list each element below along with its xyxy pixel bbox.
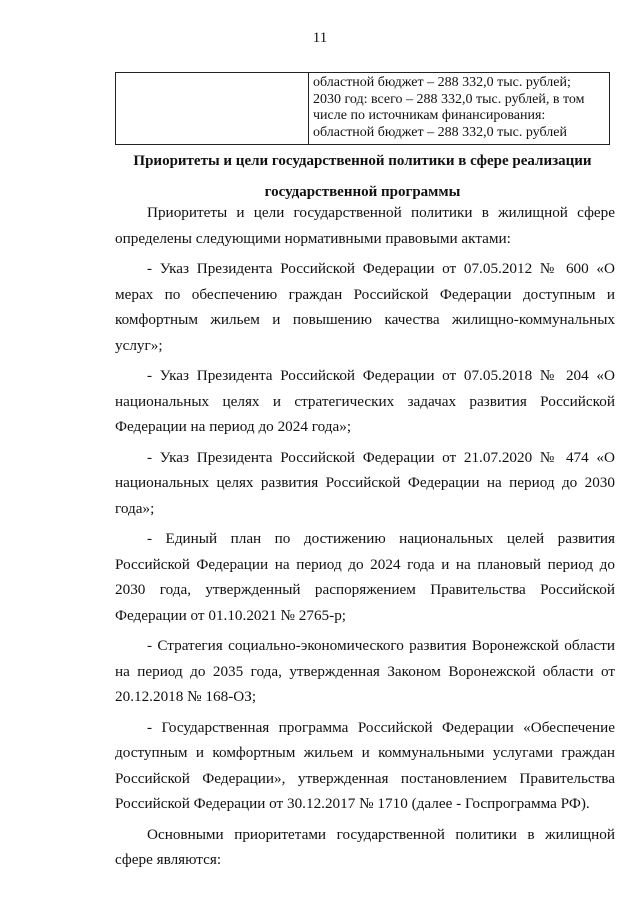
paragraph-decree-204: - Указ Президента Российской Федерации от 07.05.2018 № 204 «О национальных целях и стратегических задачах развития Российской Федерации на период до 2024 года»; <box>115 367 615 435</box>
paragraph-unified-plan: - Единый план по достижению национальных целей развития Российской Федерации на период до 2024 года и на плановый период до 2030 года, утвержденный распоряжением Правительства Российской Федерации от 01.10.2021 № 2765-р; <box>115 530 615 624</box>
paragraph-decree-474: - Указ Президента Российской Федерации от 21.07.2020 № 474 «О национальных целях развития Российской Федерации на период до 2030 года»; <box>115 448 615 517</box>
page-number: 11 <box>312 30 328 46</box>
section-title: Приоритеты и цели государственной политики в сфере реализации государственной программы <box>133 153 592 200</box>
table-cell-funding <box>309 73 610 145</box>
funding-line: областной бюджет – 288 332,0 тыс. рублей <box>313 124 567 140</box>
paragraph-decree-600: - Указ Президента Российской Федерации от 07.05.2012 № 600 «О мерах по обеспечению граждан Российской Федерации доступным и комфортным жильем и повышению качества жилищно-коммунальных услуг»; <box>115 260 615 354</box>
funding-table <box>115 72 610 145</box>
paragraph-intro: Приоритеты и цели государственной политики в жилищной сфере определены следующими нормативными правовыми актами: <box>115 204 615 247</box>
table-row <box>116 73 610 145</box>
document-body <box>115 200 615 878</box>
funding-line: числе по источникам финансирования: <box>313 108 546 123</box>
paragraph-state-program: - Государственная программа Российской Федерации «Обеспечение доступным и комфортным жильем и коммунальными услугами граждан Российской Федерации», утвержденная постановлением Правительства Российской Федерации от 30.12.2017 № 1710 (далее - Госпрограмма РФ). <box>115 718 615 812</box>
paragraph-strategy: - Стратегия социально-экономического развития Воронежской области на период до 2035 года, утвержденная Законом Воронежской области от 20.12.2018 № 168-ОЗ; <box>115 637 615 705</box>
table-cell-empty <box>116 73 309 145</box>
funding-line: 2030 год: всего – 288 332,0 тыс. рублей, в том <box>313 91 585 107</box>
funding-line: областной бюджет – 288 332,0 тыс. рублей; <box>313 75 571 90</box>
paragraph-priorities: Основными приоритетами государственной политики в жилищной сфере являются: <box>115 825 615 868</box>
